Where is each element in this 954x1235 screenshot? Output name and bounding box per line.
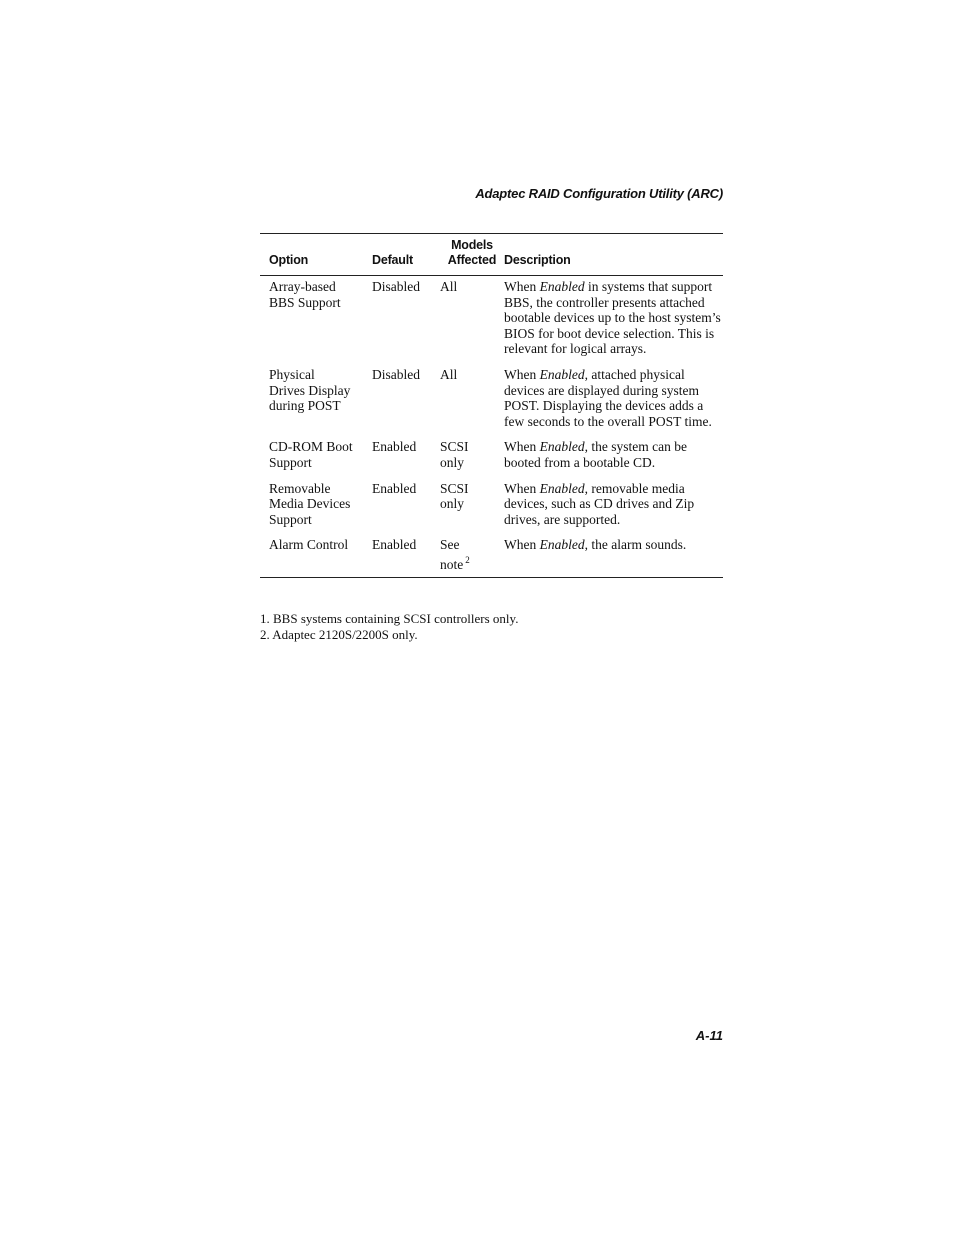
description-text: When: [504, 439, 540, 455]
column-header-models-line1: Models: [451, 238, 493, 252]
models-text-line: See: [440, 537, 460, 553]
models-text-line: SCSI: [440, 480, 469, 496]
description-text: When: [504, 480, 540, 496]
option-text-line: Array-based: [269, 279, 336, 294]
description-text: When: [504, 537, 540, 553]
table-row: [260, 276, 723, 367]
footnotes: [260, 611, 518, 643]
description-cell: [504, 481, 723, 538]
page-number: A-11: [695, 1028, 723, 1043]
models-cell: All: [440, 279, 458, 294]
description-emphasis: Enabled: [539, 537, 585, 553]
description-text: , attached physical devices are displayed during system POST. Displaying the devices adds a few seconds to the overall POST time.: [504, 366, 712, 429]
footnote-reference: 2: [465, 554, 470, 565]
option-text-line: Drives Display: [269, 382, 351, 398]
options-table-container: [260, 233, 723, 578]
column-header-default: Default: [372, 253, 413, 267]
description-cell: [504, 367, 723, 439]
table-row: [260, 537, 723, 577]
table-row: [260, 439, 723, 480]
option-text-line: Support: [269, 511, 312, 527]
description-emphasis: Enabled: [539, 366, 585, 382]
options-table: [260, 233, 723, 578]
column-header-models-line2: Affected: [447, 253, 497, 267]
option-text-line: Removable: [269, 480, 331, 496]
running-head-title: Adaptec RAID Configuration Utility (ARC): [475, 186, 723, 201]
table-row: [260, 367, 723, 439]
description-cell: [504, 439, 723, 480]
description-text: When: [504, 279, 540, 294]
models-text-line: SCSI: [440, 439, 469, 455]
footnote-2: 2. Adaptec 2120S/2200S only.: [260, 627, 418, 642]
default-cell: Enabled: [372, 537, 417, 553]
option-text-line: CD-ROM Boot: [269, 439, 353, 455]
models-text-line: only: [440, 454, 465, 470]
description-cell: [504, 276, 723, 367]
option-text-line: Physical: [269, 366, 315, 382]
option-text-line: during POST: [269, 398, 341, 414]
option-text-line: BBS Support: [269, 294, 341, 310]
models-text-line: note: [440, 556, 464, 572]
option-cell: [260, 481, 372, 538]
description-text: in systems that support BBS, the controller presents attached bootable devices up to the host system’s BIOS for boot device selection. This is relevant for logical arrays.: [504, 279, 721, 357]
description-text: , removable media devices, such as CD drives and Zip drives, are supported.: [504, 480, 695, 527]
models-cell: All: [440, 366, 458, 382]
option-cell: [260, 276, 372, 367]
option-text-line: Support: [269, 454, 312, 470]
models-cell: [440, 537, 504, 577]
description-emphasis: Enabled: [539, 439, 585, 455]
models-text-line: only: [440, 496, 465, 512]
default-cell: Enabled: [372, 480, 417, 496]
option-cell: [260, 439, 372, 480]
description-emphasis: Enabled: [539, 279, 585, 294]
table-header-row: [260, 234, 723, 276]
column-header-description: Description: [504, 253, 571, 267]
footnote-1: 1. BBS systems containing SCSI controllers only.: [260, 611, 519, 626]
description-text: , the alarm sounds.: [584, 537, 687, 553]
models-cell: [440, 481, 504, 538]
description-text: , the system can be booted from a bootable CD.: [504, 439, 687, 470]
table-row: [260, 481, 723, 538]
description-emphasis: Enabled: [539, 480, 585, 496]
column-header-models-affected: [440, 234, 504, 276]
default-cell: Enabled: [372, 439, 417, 455]
option-cell: Alarm Control: [269, 537, 349, 553]
option-text-line: Media Devices: [269, 496, 351, 512]
models-cell: [440, 439, 504, 480]
option-cell: [260, 367, 372, 439]
description-text: When: [504, 366, 540, 382]
default-cell: Disabled: [372, 366, 420, 382]
column-header-option: Option: [269, 253, 309, 267]
description-cell: [504, 537, 723, 577]
default-cell: Disabled: [372, 279, 420, 294]
